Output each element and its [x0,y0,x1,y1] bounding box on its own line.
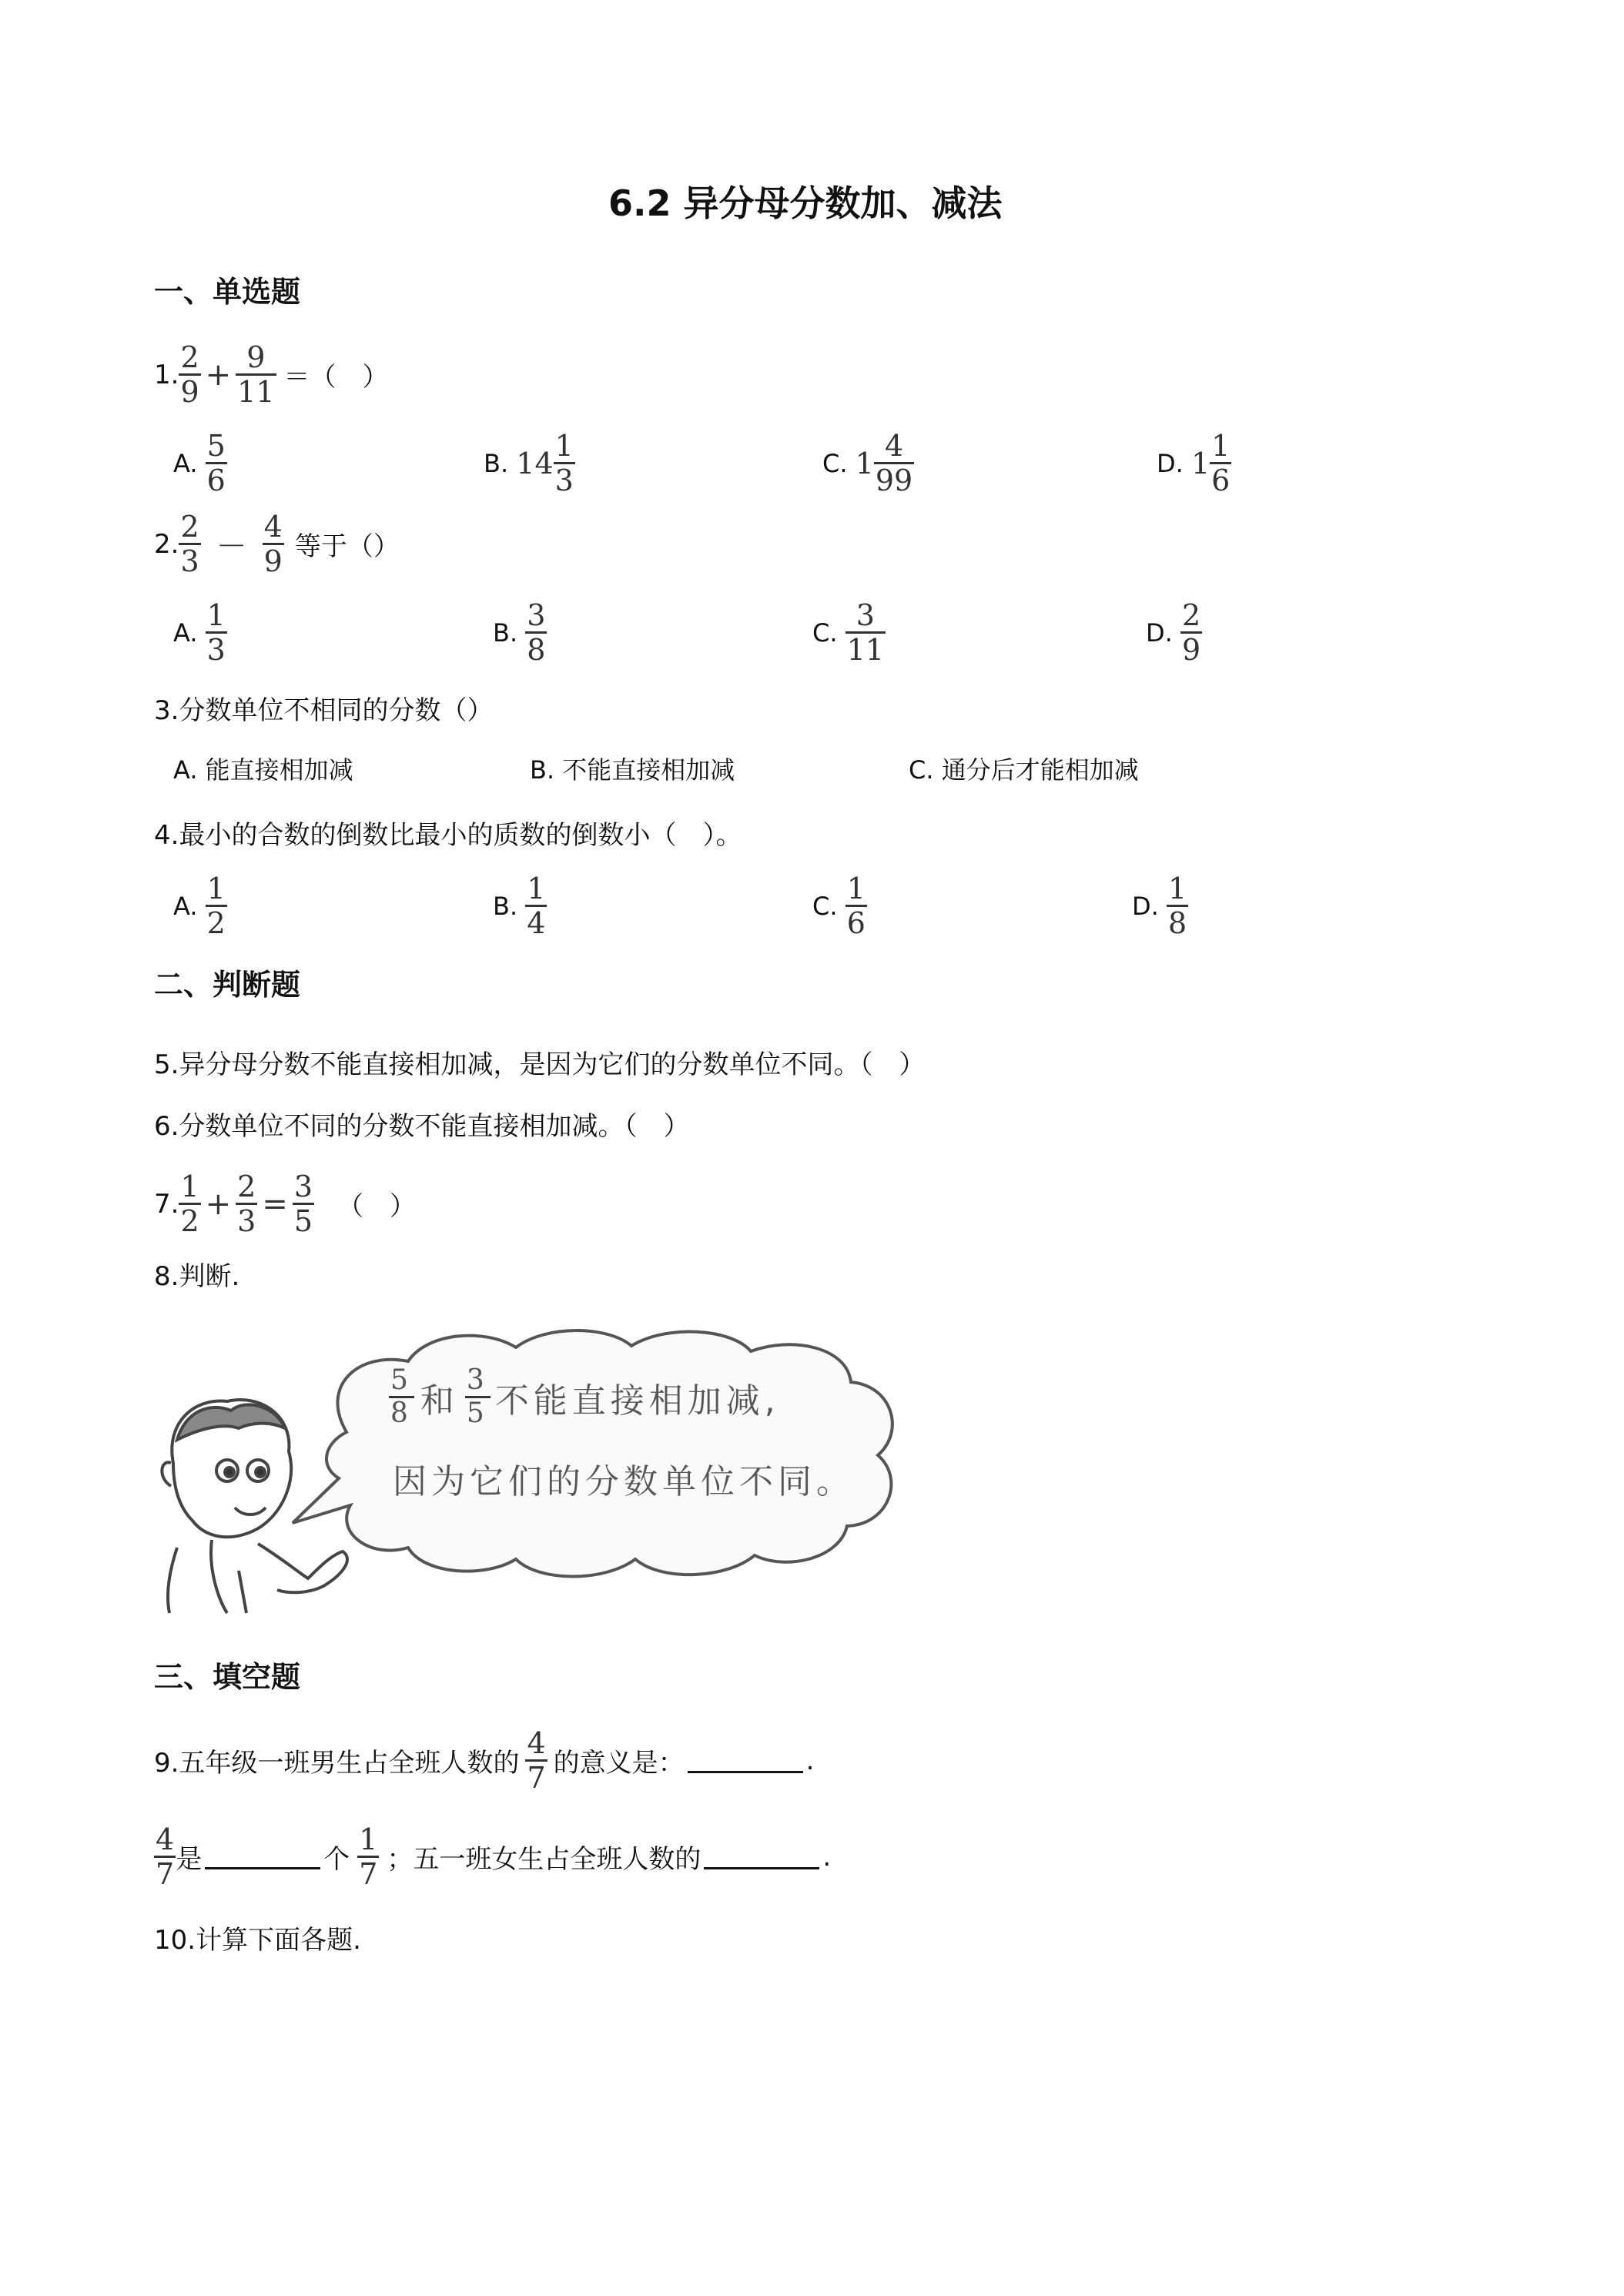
fraction: $\frac{4}{7}$ [156,1822,175,1891]
bubble-text-line-2: 因为它们的分数单位不同。 [393,1462,855,1501]
bubble-connector: 和 [420,1381,459,1421]
question-tail: 等于（） [294,531,400,562]
section-heading-single-choice: 一、单选题 [154,275,301,309]
page-title: 6.2 异分母分数加、减法 [608,182,1003,224]
fraction: $\frac{4}{9}$ [263,510,283,578]
question-5: 5.异分母分数不能直接相加减，是因为它们的分数单位不同。（ ） [154,1049,926,1080]
question-text: . [805,1745,815,1776]
answer-blank[interactable] [704,1844,819,1869]
plus-sign: + [205,1186,232,1222]
fraction: $\frac{1}{7}$ [359,1822,378,1891]
fraction: $\frac{1}{2}$ [206,872,226,940]
fraction: $\frac{1}{6}$ [846,872,866,940]
question-tail: ＝（ ） [283,362,389,393]
question-text: 的意义是： [553,1748,685,1779]
option-b[interactable]: B. 不能直接相加减 [530,755,735,785]
fraction: $\frac{5}{8}$ [390,1364,413,1429]
fraction: $\frac{1}{3}$ [206,598,226,667]
option-label: C. [812,891,838,921]
option-b[interactable] [493,874,547,938]
fraction: $\frac{1}{8}$ [1167,872,1187,940]
question-6: 6.分数单位不同的分数不能直接相加减。（ ） [154,1111,690,1142]
question-3: 3.分数单位不相同的分数（） [154,695,494,726]
fraction: $\frac{3}{5}$ [293,1170,313,1238]
question-1 [154,340,389,409]
equals-sign: = [262,1186,288,1222]
option-a[interactable] [173,598,227,667]
option-label: C. [822,448,848,478]
question-7 [154,1172,416,1236]
option-b[interactable] [484,431,575,495]
fraction: $\frac{3}{11}$ [846,598,885,667]
fraction: $\frac{5}{6}$ [206,429,226,497]
question-number: 2. [154,528,179,560]
whole-number: 1 [1190,446,1210,480]
answer-blank[interactable] [688,1748,803,1773]
question-number: 1. [154,359,179,390]
option-c[interactable] [812,598,886,667]
question-text: 9.五年级一班男生占全班人数的 [154,1748,520,1779]
fraction: $\frac{1}{3}$ [554,429,574,497]
option-b[interactable] [493,598,547,667]
option-label: B. [484,448,509,478]
option-label: D. [1132,891,1159,921]
fraction: $\frac{3}{5}$ [466,1364,489,1429]
fraction: $\frac{3}{8}$ [527,598,546,667]
fraction: $\frac{2}{3}$ [180,510,199,578]
option-label: B. [493,891,518,921]
question-9-continued [154,1822,832,1891]
question-2 [154,512,400,576]
question-text: . [822,1841,832,1873]
option-label: B. [493,618,518,648]
option-label: D. [1157,448,1184,478]
section-heading-true-false: 二、判断题 [154,968,301,1002]
fraction: $\frac{2}{9}$ [1181,598,1201,667]
fraction: $\frac{4}{7}$ [527,1726,546,1795]
option-c[interactable] [812,874,867,938]
question-8: 8.判断. [154,1261,240,1292]
question-4: 4.最小的合数的倒数比最小的质数的倒数小（ ）。 [154,820,742,851]
option-label: D. [1146,618,1173,648]
whole-number: 14 [516,446,554,480]
fraction: $\frac{1}{6}$ [1211,429,1231,497]
fraction: $\frac{1}{4}$ [527,872,546,940]
fraction: $\frac{2}{9}$ [180,340,199,409]
bubble-text: 不能直接相加减, [494,1381,780,1421]
question-tail: （ ） [337,1191,417,1222]
option-label: C. [812,618,838,648]
minus-sign: － [216,529,247,564]
bubble-text-line-1 [389,1364,780,1429]
question-text: ；五一班女生占全班人数的 [387,1844,702,1875]
fraction: $\frac{1}{2}$ [180,1170,199,1238]
section-heading-fill-in: 三、填空题 [154,1660,301,1694]
option-d[interactable] [1157,431,1231,495]
fraction: $\frac{9}{11}$ [237,340,275,409]
question-10: 10.计算下面各题. [154,1925,361,1956]
option-a[interactable]: A. 能直接相加减 [173,755,353,785]
whole-number: 1 [855,446,874,480]
plus-sign: + [205,356,232,393]
question-number: 7. [154,1188,179,1220]
option-d[interactable] [1132,874,1188,938]
option-d[interactable] [1146,598,1202,667]
option-label: A. [173,448,198,478]
question-text: 个 [323,1844,350,1875]
option-c[interactable]: C. 通分后才能相加减 [909,755,1139,785]
option-a[interactable] [173,431,227,495]
answer-blank[interactable] [205,1844,320,1869]
option-a[interactable] [173,874,227,938]
option-c[interactable] [822,431,914,495]
question-9 [154,1726,815,1795]
fraction: $\frac{4}{99}$ [875,429,913,497]
option-label: A. [173,618,198,648]
fraction: $\frac{2}{3}$ [237,1170,256,1238]
option-label: A. [173,891,198,921]
question-text: 是 [176,1844,203,1875]
